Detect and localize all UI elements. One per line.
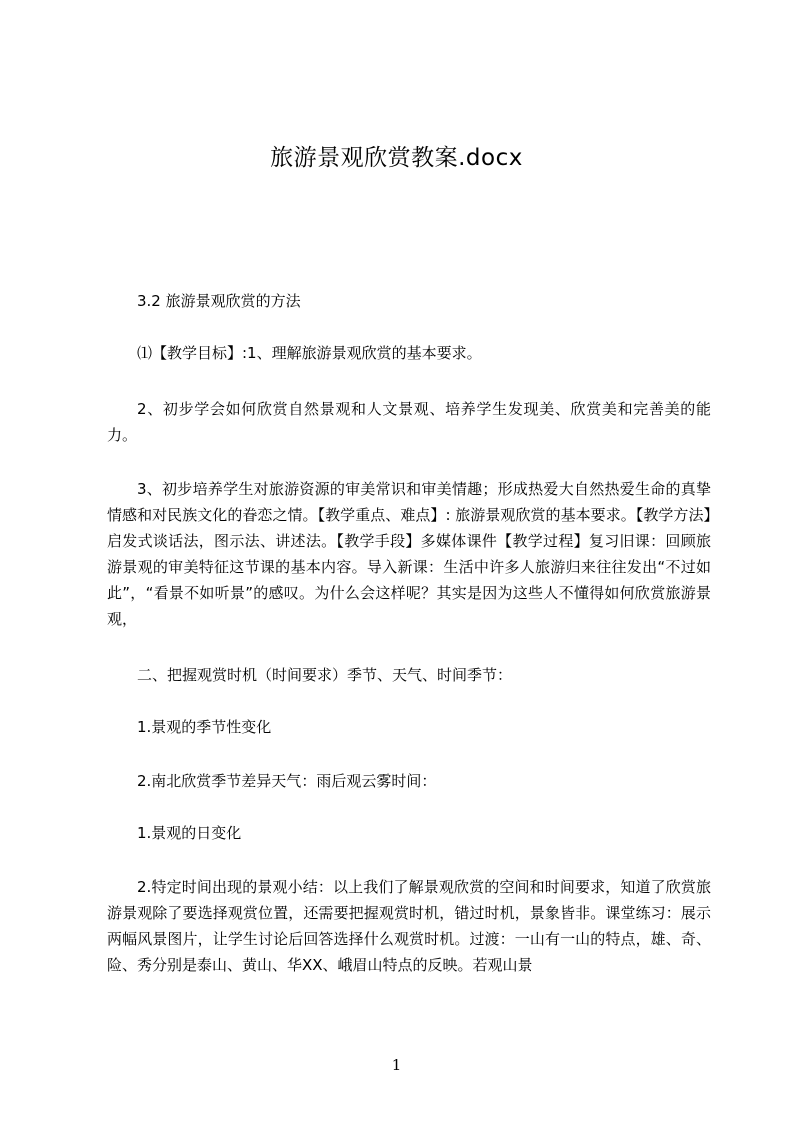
paragraph-goal-2: 2、初步学会如何欣赏自然景观和人文景观、培养学生发现美、欣赏美和完善美的能力。	[107, 400, 711, 444]
paragraph-seasonal-change: 1.景观的季节性变化	[137, 718, 272, 736]
document-title: 旅游景观欣赏教案.docx	[270, 145, 523, 171]
paragraph-summary: 2.特定时间出现的景观小结：以上我们了解景观欣赏的空间和时间要求，知道了欣赏旅游景观除了要选择观赏位置，还需要把握观赏时机，错过时机，景象皆非。课堂练习：展示两幅风景图片，让学生讨论后回答选择什么观赏时机。过渡：一山有一山的特点，雄、奇、险、秀分别是泰山、黄山、华XX、峨眉山特点的反映。若观山景	[107, 878, 711, 974]
paragraph-teaching-goal: ⑴【教学目标】:1、理解旅游景观欣赏的基本要求。	[137, 344, 482, 362]
paragraph-north-south: 2.南北欣赏季节差异天气：雨后观云雾时间：	[137, 772, 437, 790]
paragraph-goal-3: 3、初步培养学生对旅游资源的审美常识和审美情趣；形成热爱大自然热爱生命的真挚情感和对民族文化的眷恋之情。【教学重点、难点】: 旅游景观欣赏的基本要求。【教学方法】启发式谈话法，图示法、讲述法。【教学手段】多媒体课件【教学过程】复习旧课：回顾旅游景观的审美特征这节课的基本内容。导入新课：生活中许多人旅游归来往往发出“不过如此”，“看景不如听景”的感叹。为什么会这样呢？其实是因为这些人不懂得如何欣赏旅游景观，	[107, 480, 711, 628]
page-number: 1	[391, 1056, 402, 1074]
paragraph-daily-change: 1.景观的日变化	[137, 824, 242, 842]
paragraph-timing-heading: 二、把握观赏时机（时间要求）季节、天气、时间季节：	[137, 666, 513, 684]
section-heading: 3.2 旅游景观欣赏的方法	[137, 292, 301, 310]
